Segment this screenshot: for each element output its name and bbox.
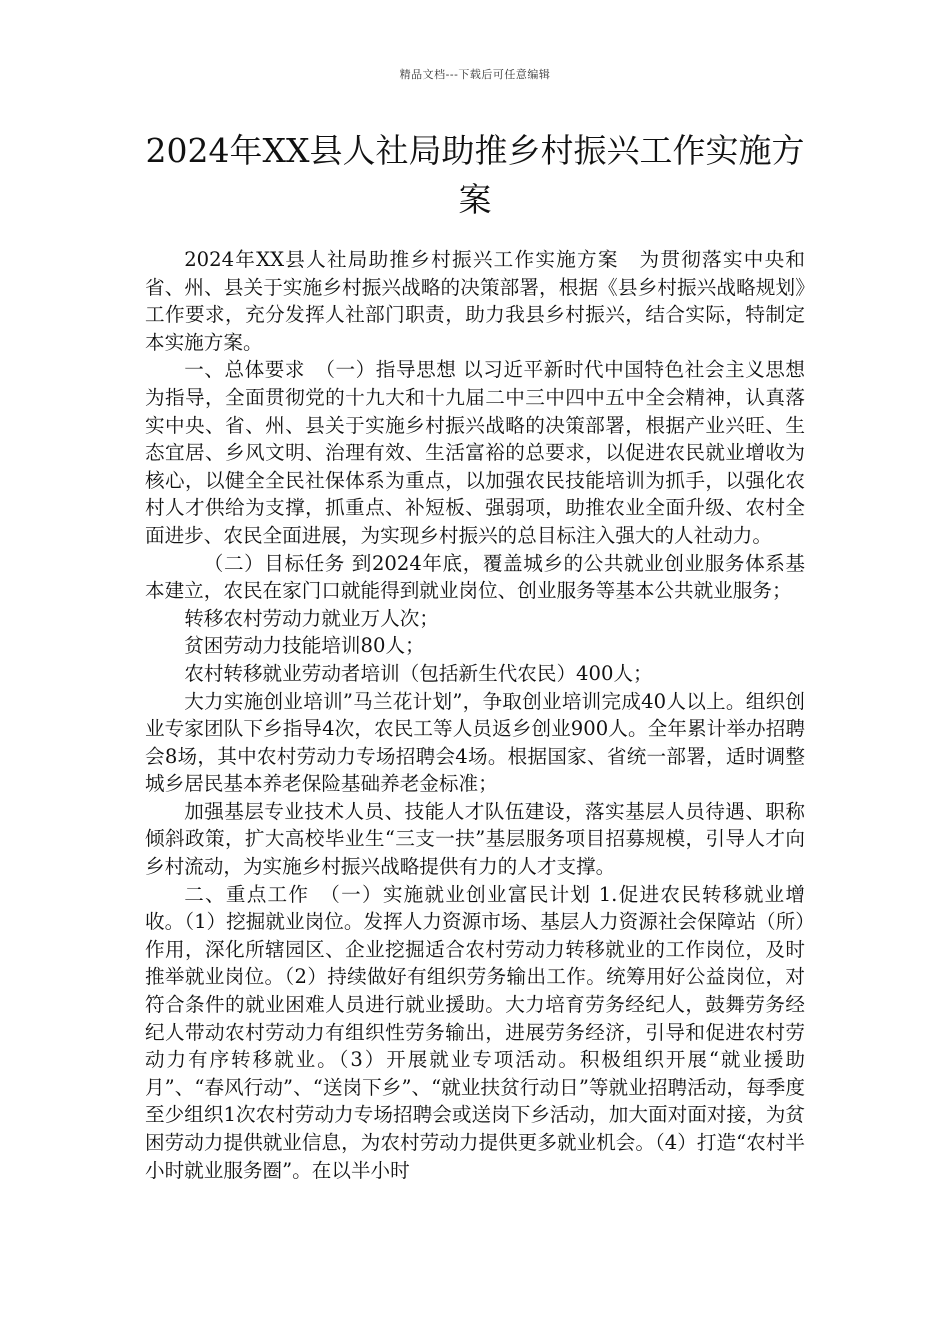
paragraph-target-poverty-training: 贫困劳动力技能培训80人； bbox=[184, 634, 425, 658]
document-title: 2024年XX县人社局助推乡村振兴工作实施方案 bbox=[145, 131, 805, 219]
paragraph-general-requirements: 一、总体要求 （一）指导思想 以习近平新时代中国特色社会主义思想为指导，全面贯彻党的十九大和十九届二中三中四中五中全会精神，认真落实中央、省、州、县关于实施乡村振兴战略的决策部署，根据产业兴旺、生态宜居、乡风文明、治理有效、生活富裕的总要求，以促进农民就业增收为核心，以健全全民社保体系为重点，以加强农民技能培训为抓手，以强化农村人才供给为支撑，抓重点、补短板、强弱项，助推农业全面升级、农村全面进步、农民全面进展，为实现乡村振兴的总目标注入强大的人社动力。 bbox=[145, 358, 805, 547]
document-body bbox=[145, 246, 805, 1184]
paragraph-target-transfer: 转移农村劳动力就业万人次； bbox=[184, 606, 439, 630]
paragraph-target-worker-training: 农村转移就业劳动者培训（包括新生代农民）400人； bbox=[184, 661, 653, 685]
header-note: 精品文档---下载后可任意编辑 bbox=[399, 68, 551, 81]
paragraph-objectives: （二）目标任务 到2024年底，覆盖城乡的公共就业创业服务体系基本建立，农民在家门口就能得到就业岗位、创业服务等基本公共就业服务； bbox=[145, 551, 805, 603]
paragraph-key-work: 二、重点工作 （一）实施就业创业富民计划 1.促进农民转移就业增收。（1）挖掘就业岗位。发挥人力资源市场、基层人力资源社会保障站（所）作用，深化所辖园区、企业挖掘适合农村劳动力转移就业的工作岗位，及时推举就业岗位。（2）持续做好有组织劳务输出工作。统筹用好公益岗位，对符合条件的就业困难人员进行就业援助。大力培育劳务经纪人，鼓舞劳务经纪人带动农村劳动力有组织性劳务输出，进展劳务经济，引导和促进农村劳动力有序转移就业。（3）开展就业专项活动。积极组织开展“就业援助月”、“春风行动”、“送岗下乡”、“就业扶贫行动日”等就业招聘活动，每季度至少组织1次农村劳动力专场招聘会或送岗下乡活动，加大面对面对接，为贫困劳动力提供就业信息，为农村劳动力提供更多就业机会。（4）打造“农村半小时就业服务圈”。在以半小时 bbox=[145, 882, 805, 1182]
paragraph-intro: 2024年XX县人社局助推乡村振兴工作实施方案 为贯彻落实中央和省、州、县关于实施乡村振兴战略的决策部署，根据《县乡村振兴战略规划》工作要求，充分发挥人社部门职责，助力我县乡村振兴，结合实际，特制定本实施方案。 bbox=[145, 248, 805, 354]
paragraph-entrepreneurship: 大力实施创业培训”马兰花计划”，争取创业培训完成40人以上。组织创业专家团队下乡指导4次，农民工等人员返乡创业900人。全年累计举办招聘会8场，其中农村劳动力专场招聘会4场。根据国家、省统一部署，适时调整城乡居民基本养老保险基础养老金标准； bbox=[145, 689, 805, 796]
paragraph-talent: 加强基层专业技术人员、技能人才队伍建设，落实基层人员待遇、职称倾斜政策，扩大高校毕业生“三支一扶”基层服务项目招募规模，引导人才向乡村流动，为实施乡村振兴战略提供有力的人才支撑。 bbox=[145, 799, 805, 879]
